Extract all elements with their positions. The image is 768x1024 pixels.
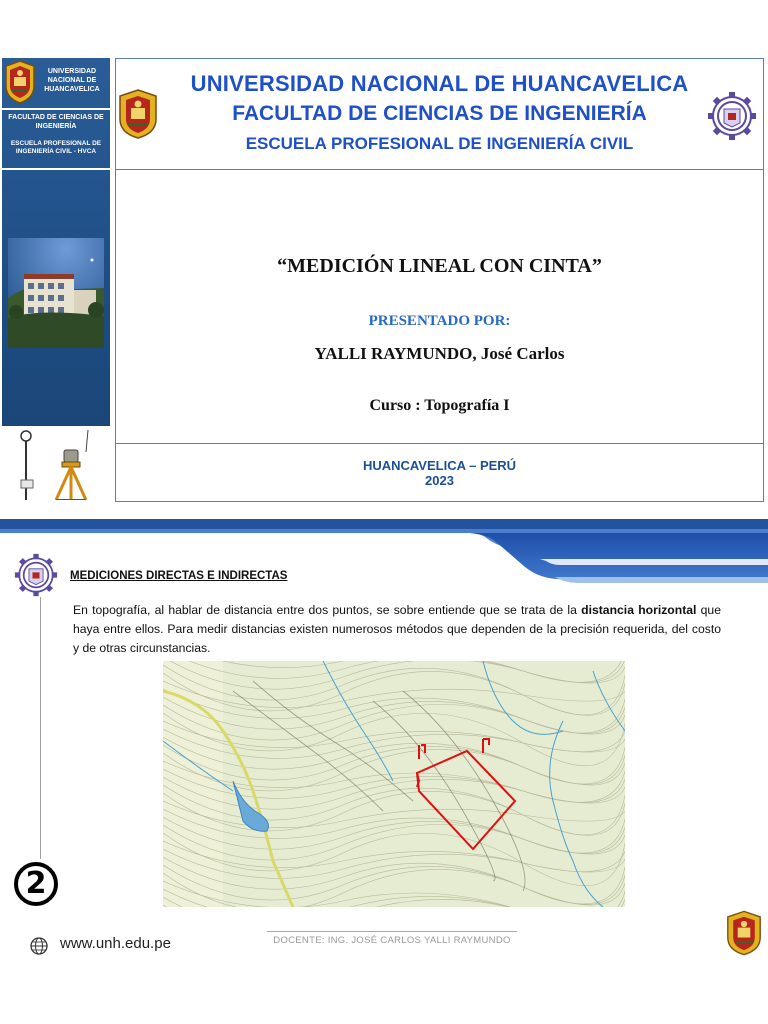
globe-icon [30, 937, 48, 955]
footer-divider [267, 931, 517, 932]
header-wave-banner [0, 519, 768, 599]
city-country: HUANCAVELICA – PERÚ [362, 458, 517, 473]
author-name: YALLI RAYMUNDO, José Carlos [314, 344, 565, 363]
faculty-gear-logo-icon [707, 91, 757, 141]
paragraph-text: En topografía, al hablar de distancia entre dos puntos, se sobre entiende que se trata de la [73, 603, 582, 617]
website-link[interactable]: www.unh.edu.pe [60, 935, 171, 952]
survey-instruments-image [12, 430, 96, 500]
vertical-rule [40, 597, 41, 859]
sidebar-faculty-name: FACULTAD DE CIENCIAS DE INGENIERÍA [8, 114, 104, 130]
course-name: Curso : Topografía I [369, 397, 510, 414]
paragraph-emphasis: distancia horizontal [581, 603, 697, 617]
sidebar-school-name: ESCUELA PROFESIONAL DE INGENIERÍA CIVIL - HVCA [10, 140, 102, 155]
university-seal-icon [118, 89, 158, 139]
university-seal-icon [4, 60, 36, 104]
title-slide [0, 58, 768, 504]
presentation-title: “MEDICIÓN LINEAL CON CINTA” [277, 255, 602, 277]
content-slide [0, 519, 768, 1024]
sidebar-university-name: UNIVERSIDAD NACIONAL DE HUANCAVELICA [44, 68, 100, 93]
topographic-map-image [163, 661, 625, 907]
sidebar-divider [2, 108, 110, 110]
year: 2023 [425, 473, 454, 488]
university-seal-icon [726, 909, 762, 957]
presented-by-label: PRESENTADO POR: [368, 313, 511, 329]
teacher-credit: DOCENTE: ING. JOSÉ CARLOS YALLI RAYMUNDO [273, 935, 511, 946]
campus-building-photo [8, 238, 104, 348]
school-title: ESCUELA PROFESIONAL DE INGENIERÍA CIVIL [245, 134, 634, 153]
faculty-title: FACULTAD DE CIENCIAS DE INGENIERÍA [232, 102, 647, 125]
title-header [116, 59, 763, 170]
page-number-badge: 2 [14, 862, 58, 906]
intro-paragraph [73, 601, 721, 658]
paragraph-text: que haya entre ellos. Para medir distancias existen numerosos métodos que dependen de la precisión requerida, del costo y de otras circunstancias. [73, 603, 721, 655]
faculty-gear-logo-icon [14, 553, 58, 597]
sidebar-header [2, 58, 110, 108]
section-heading: MEDICIONES DIRECTAS E INDIRECTAS [70, 570, 288, 582]
sidebar-panel [2, 58, 110, 426]
title-frame [115, 58, 764, 502]
university-title: UNIVERSIDAD NACIONAL DE HUANCAVELICA [190, 71, 689, 96]
sidebar-divider [2, 168, 110, 170]
footer-divider [116, 443, 763, 444]
